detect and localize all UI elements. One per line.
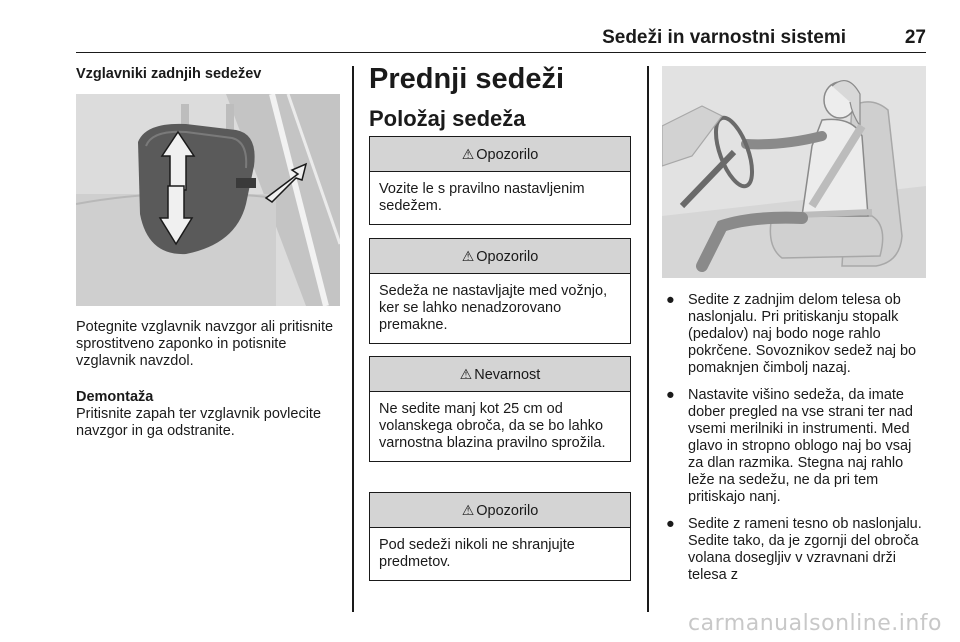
page-header: [76, 24, 926, 53]
warning-text: Vozite le s pravilno nastavljenim sedežem.: [379, 181, 585, 214]
bullet-icon: ●: [666, 516, 675, 532]
page-number: 27: [904, 27, 926, 48]
warning-text: Sedeža ne nastavljajte med vožnjo, ker se lahko nenadzorovano premakne.: [379, 283, 608, 333]
warning-triangle-icon: ⚠: [461, 248, 475, 264]
list-item-text: Sedite z rameni tesno ob naslonjalu. Sedite tako, da je zgornji del obroča volana dosegljiv v vzravnani drži telesa z: [688, 516, 922, 583]
danger-box: [369, 356, 631, 462]
warning-box: [369, 136, 631, 225]
warning-box: [369, 238, 631, 344]
warning-header: [370, 357, 630, 392]
warning-label: Opozorilo: [476, 147, 539, 163]
driver-seat-position-illustration: [662, 66, 926, 278]
warning-text: Ne sedite manj kot 25 cm od volanskega obroča, da se bo lahko varnostna blazina pravilno sprožila.: [379, 401, 606, 451]
left-column: [76, 66, 340, 439]
column-divider: [647, 66, 649, 612]
warning-header: [370, 239, 630, 274]
section-title: Sedeži in varnostni sistemi: [602, 27, 846, 48]
list-item-text: Nastavite višino sedeža, da imate dober pregled na vse strani ter nad vsemi merilniki in instrumenti. Med glavo in stropno oblogo naj bo vsaj za dlan razmika. Stegna naj rahlo leže na sedežu, ne da pri tem pritiskajo nanj.: [688, 387, 913, 505]
warning-label: Nevarnost: [474, 367, 541, 383]
warning-triangle-icon: ⚠: [459, 366, 473, 382]
removal-subheading: Demontaža: [76, 389, 154, 405]
warning-box: [369, 492, 631, 581]
warning-header: [370, 137, 630, 172]
watermark: carmanualsonline.info: [688, 611, 942, 636]
warning-label: Opozorilo: [476, 503, 539, 519]
warning-header: [370, 493, 630, 528]
bullet-icon: ●: [666, 292, 675, 308]
list-item-text: Sedite z zadnjim delom telesa ob naslonjalu. Pri pritiskanju stopalk (pedalov) naj bodo noge rahlo pokrčene. Sovoznikov sedež naj bo pomaknjen čimbolj nazaj.: [688, 292, 917, 376]
list-item: [662, 516, 928, 584]
warning-triangle-icon: ⚠: [461, 502, 475, 518]
list-item: [662, 387, 928, 506]
middle-column: [369, 62, 631, 570]
warning-triangle-icon: ⚠: [461, 146, 475, 162]
column-divider: [352, 66, 354, 612]
instruction-paragraph: Potegnite vzglavnik navzgor ali pritisnite sprostitveno zaponko in potisnite vzglavnik navzdol.: [76, 319, 334, 369]
chapter-title: Prednji sedeži: [369, 63, 565, 95]
chapter-subtitle: Položaj sedeža: [369, 106, 526, 131]
bullet-icon: ●: [666, 387, 675, 403]
list-item: [662, 292, 928, 377]
removal-paragraph: Pritisnite zapah ter vzglavnik povlecite navzgor in ga odstranite.: [76, 406, 322, 439]
rear-headrest-illustration: [76, 94, 340, 306]
right-column: [662, 292, 928, 594]
warning-label: Opozorilo: [476, 249, 539, 265]
seat-position-list: [662, 292, 928, 584]
section-heading: Vzglavniki zadnjih sedežev: [76, 66, 262, 82]
warning-text: Pod sedeži nikoli ne shranjujte predmetov.: [379, 537, 575, 570]
